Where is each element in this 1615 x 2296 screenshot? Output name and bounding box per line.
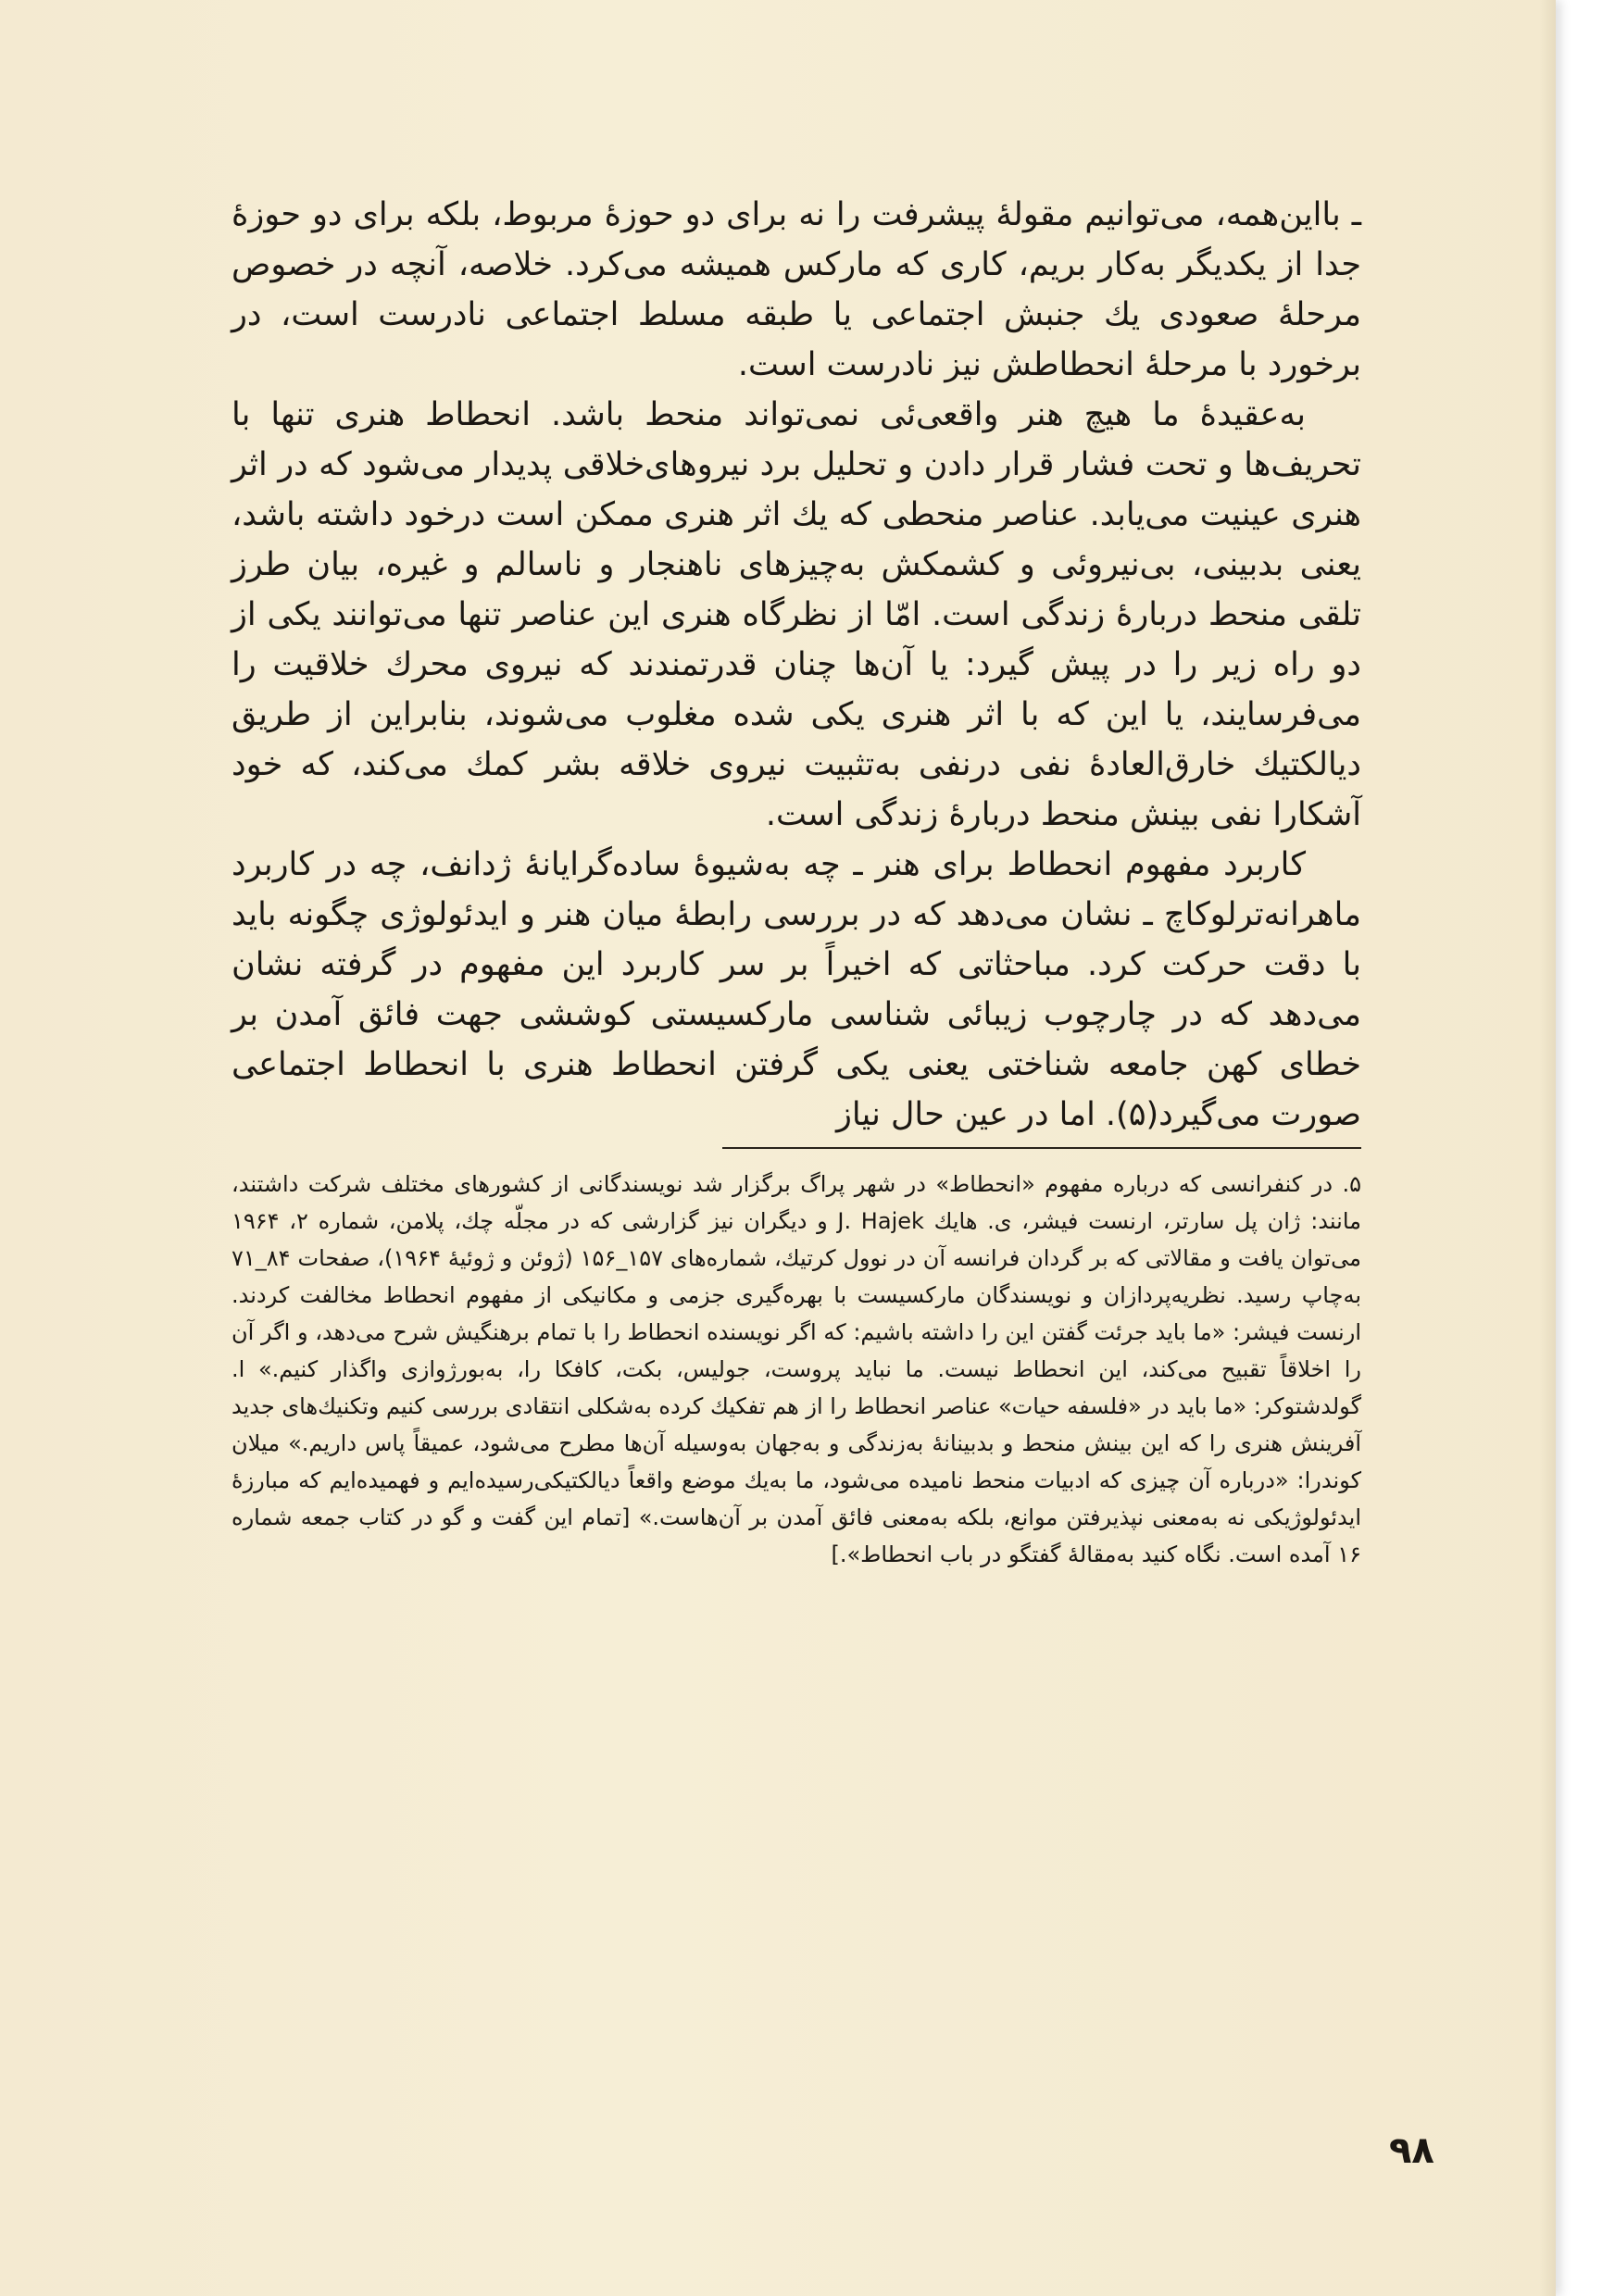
footnote-divider (722, 1147, 1361, 1149)
paragraph-3: کاربرد مفهوم انحطاط برای هنر ـ چه به‌شیوهٔ ساده‌گرایانهٔ ژدانف، چه در کاربرد ماهرانه‌ترلوکاچ ـ نشان می‌دهد که در بررسی رابطهٔ میان هنر و ایدئولوژی چگونه باید با دقت حرکت کرد. مباحثاتی که اخیراً بر سر کاربرد این مفهوم در گرفته نشان می‌دهد که در چارچوب زیبائی شناسی مارکسیستی کوششی جهت فائق آمدن بر خطای کهن جامعه شناختی یعنی یکی گرفتن انحطاط هنری با انحطاط اجتماعی صورت می‌گیرد(۵). اما در عین حال نیاز (232, 846, 1361, 1133)
page-content (232, 190, 1361, 1573)
paragraph-1: ـ بااین‌همه، می‌توانیم مقولهٔ پیشرفت را نه برای دو حوزهٔ مربوط، بلکه برای دو حوزهٔ جدا از یکدیگر به‌کار بریم، کاری که مارکس همیشه می‌کرد. خلاصه، آنچه در خصوص مرحلهٔ صعودی یك جنبش اجتماعی یا طبقه مسلط اجتماعی نادرست است، در برخورد با مرحلهٔ انحطاطش نیز نادرست است. (232, 196, 1361, 383)
page-number: ۹۸ (1389, 2129, 1434, 2172)
footnote-5: ۵. در کنفرانسی که درباره مفهوم «انحطاط» در شهر پراگ برگزار شد نویسندگانی از کشورهای مختلف شرکت داشتند، مانند: ژان پل سارتر، ارنست فیشر، ی. هایك J. Hajek و دیگران نیز گزارشی که در مجلّه چك، پلامن، شماره ۲، ۱۹۶۴ می‌توان یافت و مقالاتی که بر گردان فرانسه آن در نوول کرتیك، شماره‌های ۱۵۷_۱۵۶ (ژوئن و ژوئیهٔ ۱۹۶۴)، صفحات ۸۴_۷۱ به‌چاپ رسید. نظریه‌پردازان و نویسندگان مارکسیست با بهره‌گیری جزمی و مکانیکی از مفهوم انحطاط مخالفت کردند. ارنست فیشر: «ما باید جرئت گفتن این را داشته باشیم: که اگر نویسنده انحطاط را با تمام برهنگیش شرح می‌دهد، و اگر آن را اخلاقاً تقبیح می‌کند، این انحطاط نیست. ما نباید پروست، جولیس، بکت، کافکا را، به‌بورژوازی واگذار کنیم.» ا. گولدشتوکر: «ما باید در «فلسفه حیات» عناصر انحطاط را از هم تفکیك کرده به‌شکلی انتقادی بررسی کنیم وتکنیك‌های جدید آفرینش هنری را که این بینش منحط و بدبینانهٔ به‌زندگی و به‌جهان به‌وسیله آن‌ها مطرح می‌شود، عمیقاً پاس داریم.» میلان کوندرا: «درباره آن چیزی که ادبیات منحط نامیده می‌شود، ما به‌یك موضع واقعاً دیالکتیکی‌رسیده‌ایم و فهمیده‌ایم که مبارزهٔ ایدئولوژیکی نه به‌معنی نپذیرفتن موانع، بلکه به‌معنی فائق آمدن بر آن‌هاست.» [تمام این گفت و گو در کتاب جمعه شماره ۱۶ آمده است. نگاه کنید به‌مقالهٔ گفتگو در باب انحطاط».] (232, 1171, 1361, 1567)
paragraph-2: به‌عقیدهٔ ما هیچ هنر واقعی‌ئی نمی‌تواند منحط باشد. انحطاط هنری تنها با تحریف‌ها و تحت فشار قرار دادن و تحلیل برد نیروهای‌خلاقی پدیدار می‌شود که در اثر هنری عینیت می‌یابد. عناصر منحطی که یك اثر هنری ممکن است درخود داشته باشد، یعنی بدبینی، بی‌نیروئی و کشمکش به‌چیزهای ناهنجار و ناسالم و غیره، بیان طرز تلقی منحط دربارهٔ زندگی است. امّا از نظرگاه هنری این عناصر تنها می‌توانند یکی از دو راه زیر را در پیش گیرد: یا آن‌ها چنان قدرتمندند که نیروی محرك خلاقیت را می‌فرسایند، یا این که با اثر هنری یکی شده مغلوب می‌شوند، بنابراین از طریق دیالکتیك خارق‌العادهٔ نفی درنفی به‌تثبیت نیروی خلاقه بشر کمك می‌کند، که خود آشکارا نفی بینش منحط دربارهٔ زندگی است. (232, 396, 1361, 833)
